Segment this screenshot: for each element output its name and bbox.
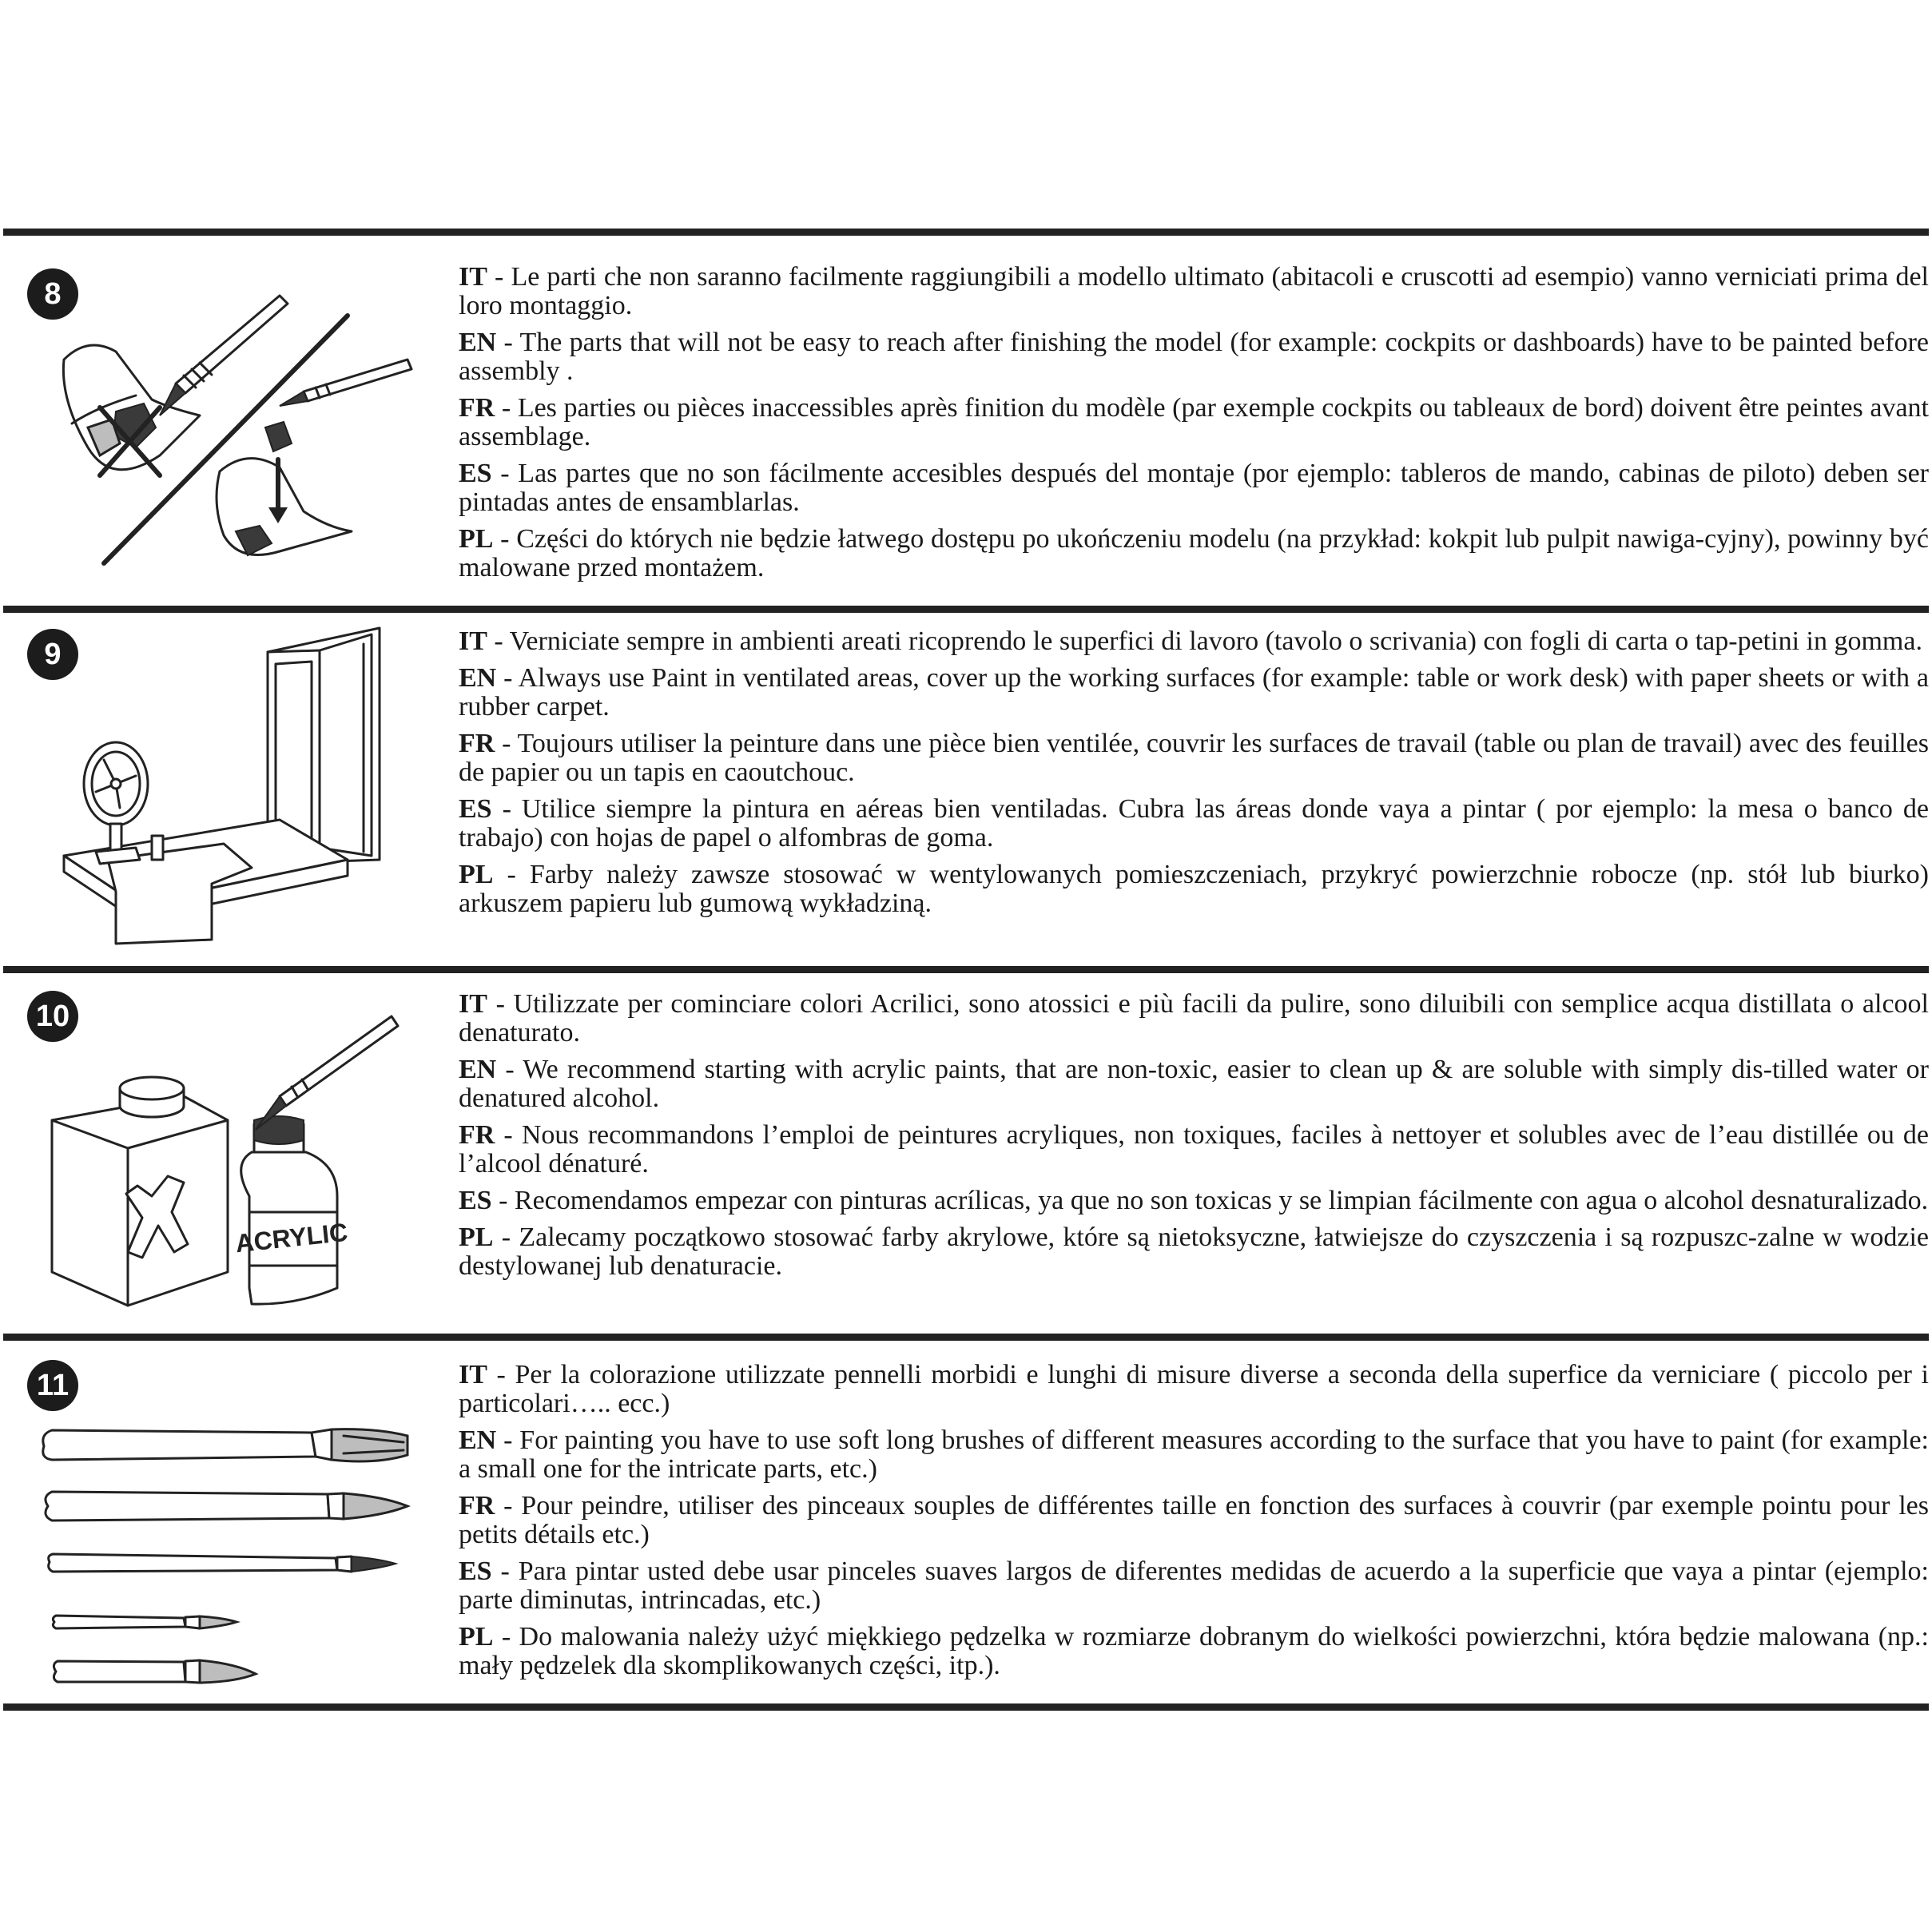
para-en: EN - For painting you have to use soft long brushes of different measures according to the surface that you have to paint (for example: a small one for the intricate parts, etc.) <box>459 1425 1929 1484</box>
step-number-badge: 8 <box>27 268 78 320</box>
divider-8-9 <box>3 606 1929 613</box>
para-pl: PL - Części do których nie będzie łatwego dostępu po ukończeniu modelu (na przykład: kokpit lub pulpit nawiga-cyjny), powinny być malowane przed montażem. <box>459 524 1929 582</box>
para-en: EN - Always use Paint in ventilated areas, cover up the working surfaces (for example: table or work desk) with paper sheets or with a rubber carpet. <box>459 663 1929 722</box>
brushes-illustration <box>40 1418 415 1690</box>
para-pl: PL - Zalecamy początkowo stosować farby akrylowe, które są nietoksyczne, łatwiejsze do czyszczenia i są rozpuszc-zalne w wodzie destylowanej lub denaturacie. <box>459 1222 1929 1281</box>
brush-small <box>53 1616 237 1628</box>
divider-9-10 <box>3 966 1929 973</box>
step-number-badge: 10 <box>27 991 78 1042</box>
acrylic-paint-illustration <box>40 1008 400 1312</box>
section-9-text <box>459 627 1929 926</box>
divider-bottom <box>3 1703 1929 1711</box>
brush-large-flat <box>43 1429 407 1461</box>
para-it: IT - Utilizzate per cominciare colori Acrilici, sono atossici e più facili da pulire, sono diluibili con semplice acqua distillata o alcool denaturato. <box>459 989 1929 1047</box>
para-it: IT - Verniciate sempre in ambienti areati ricoprendo le superfici di lavoro (tavolo o scrivania) con fogli di carta o tap-petini in gomma. <box>459 626 1922 656</box>
para-fr: FR - Nous recommandons l’emploi de peintures acryliques, non toxiques, faciles à nettoyer et solubles avec de l’eau distillée ou de l’alcool dénaturé. <box>459 1120 1929 1179</box>
para-fr: FR - Pour peindre, utiliser des pinceaux souples de différentes taille en fonction des surfaces à couvrir (par exemple pointu pour les petits détails etc.) <box>459 1491 1929 1549</box>
divider-10-11 <box>3 1334 1929 1341</box>
para-it: IT - Le parti che non saranno facilmente raggiungibili a modello ultimato (abitacoli e cruscotti ad esempio) vanno verniciati prima del loro montaggio. <box>459 262 1929 320</box>
section-8-text <box>459 263 1929 590</box>
para-pl: PL - Do malowania należy użyć miękkiego pędzelka w rozmiarze dobranym do wielkości powierzchni, która będzie malowana (np.: mały pędzelek dla skomplikowanych części, itp.). <box>459 1622 1929 1680</box>
para-en: EN - We recommend starting with acrylic paints, that are non-toxic, easier to clean up & are soluble with simply dis-tilled water or denatured alcohol. <box>459 1055 1929 1113</box>
paint-before-assembly-illustration <box>40 288 415 583</box>
para-it: IT - Per la colorazione utilizzate pennelli morbidi e lunghi di misure diverse a seconda della superfice da verniciare ( piccolo per i particolari….. ecc.) <box>459 1360 1929 1418</box>
para-es: ES - Para pintar usted debe usar pinceles suaves largos de diferentes medidas de acuerdo a la superficie que vaya a pintar (ejemplo: parte diminutas, intrincadas, etc.) <box>459 1556 1929 1615</box>
para-en: EN - The parts that will not be easy to reach after finishing the model (for example: cockpits or dashboards) have to be painted before assembly . <box>459 328 1929 386</box>
brush-long-thin <box>49 1554 396 1572</box>
para-fr: FR - Toujours utiliser la peinture dans une pièce bien ventilée, couvrir les surfaces de travail (table ou plan de travail) avec des feuilles de papier ou un tapis en caoutchouc. <box>459 729 1929 787</box>
para-pl: PL - Farby należy zawsze stosować w wentylowanych pomieszczeniach, przykryć powierzchnie robocze (np. stół lub biurko) arkuszem papieru lub gumową wykładziną. <box>459 860 1929 918</box>
ventilated-area-illustration <box>40 620 392 948</box>
brush-short-angled <box>54 1660 256 1683</box>
para-fr: FR - Les parties ou pièces inaccessibles après finition du modèle (par exemple cockpits ou tableaux de bord) doivent être peintes avant assemblage. <box>459 393 1929 451</box>
step-number-badge: 9 <box>27 629 78 680</box>
acrylic-label: ACRYLIC <box>233 1217 349 1258</box>
divider-top <box>3 229 1929 236</box>
brush-medium-round <box>46 1492 407 1521</box>
para-es: ES - Utilice siempre la pintura en aéreas bien ventiladas. Cubra las áreas donde vaya a pintar ( por ejemplo: la mesa o banco de trabajo) con hojas de papel o alfombras de goma. <box>459 794 1929 853</box>
para-es: ES - Las partes que no son fácilmente accesibles después del montaje (por ejemplo: tableros de mando, cabinas de piloto) deben ser pintadas antes de ensamblarlas. <box>459 459 1929 517</box>
step-number-badge: 11 <box>27 1360 78 1411</box>
section-11-text <box>459 1361 1929 1688</box>
section-10-text <box>459 990 1929 1289</box>
para-es: ES - Recomendamos empezar con pinturas acrílicas, ya que no son toxicas y se limpian fácilmente con agua o alcohol desnaturalizado. <box>459 1186 1929 1215</box>
